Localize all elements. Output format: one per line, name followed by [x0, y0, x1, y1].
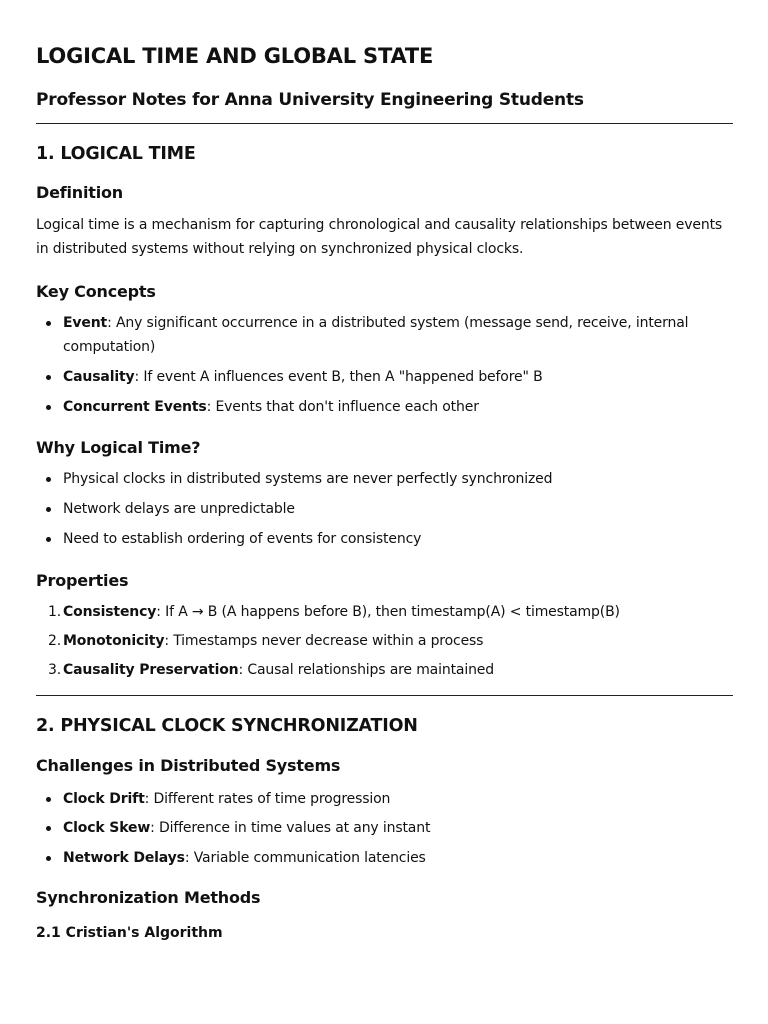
description: : Variable communication latencies: [184, 850, 426, 866]
description: : Timestamps never decrease within a process: [164, 633, 484, 649]
bullet-icon: [46, 826, 51, 831]
properties-heading: Properties: [36, 571, 129, 590]
list-item: [36, 787, 726, 811]
header-divider: [36, 123, 733, 124]
description: : Different rates of time progression: [144, 791, 391, 807]
term: Network Delays: [63, 850, 185, 866]
term: Clock Drift: [63, 791, 145, 807]
key-concepts-heading: Key Concepts: [36, 282, 156, 301]
document-title: LOGICAL TIME AND GLOBAL STATE: [36, 44, 434, 68]
description: : Causal relationships are maintained: [238, 662, 495, 678]
bullet-icon: [46, 477, 51, 482]
list-item: [36, 311, 726, 359]
item-number: 2.: [48, 633, 62, 649]
item-text: Need to establish ordering of events for consistency: [63, 531, 422, 547]
list-item: [36, 395, 726, 419]
properties-list: [36, 600, 726, 682]
term: Monotonicity: [63, 633, 165, 649]
description: : Events that don't influence each other: [206, 399, 479, 415]
item-number: 3.: [48, 662, 62, 678]
description: : Any significant occurrence in a distributed system (message send, receive, internal computation): [63, 315, 689, 355]
item-number: 1.: [48, 604, 62, 620]
list-item: [36, 846, 726, 870]
section-2-heading: 2. PHYSICAL CLOCK SYNCHRONIZATION: [36, 716, 418, 736]
list-item: [36, 497, 726, 521]
list-item: [36, 467, 726, 491]
why-logical-time-heading: Why Logical Time?: [36, 438, 201, 457]
term: Clock Skew: [63, 820, 151, 836]
bullet-icon: [46, 507, 51, 512]
description: : If event A influences event B, then A "happened before" B: [134, 369, 543, 385]
bullet-icon: [46, 856, 51, 861]
section-1-heading: 1. LOGICAL TIME: [36, 144, 196, 164]
document-subtitle: Professor Notes for Anna University Engineering Students: [36, 90, 584, 110]
term: Consistency: [63, 604, 157, 620]
why-logical-time-list: [36, 467, 726, 551]
bullet-icon: [46, 375, 51, 380]
bullet-icon: [46, 405, 51, 410]
description: : Difference in time values at any instant: [150, 820, 431, 836]
list-item: [36, 629, 726, 653]
item-text: Physical clocks in distributed systems are never perfectly synchronized: [63, 471, 553, 487]
cristians-algorithm-heading: 2.1 Cristian's Algorithm: [36, 925, 223, 941]
item-text: Network delays are unpredictable: [63, 501, 295, 517]
description: : If A → B (A happens before B), then timestamp(A) < timestamp(B): [156, 604, 620, 620]
key-concepts-list: [36, 311, 726, 419]
challenges-heading: Challenges in Distributed Systems: [36, 756, 341, 775]
term: Causality: [63, 369, 135, 385]
list-item: [36, 600, 726, 624]
bullet-icon: [46, 321, 51, 326]
list-item: [36, 658, 726, 682]
definition-text: Logical time is a mechanism for capturing chronological and causality relationships between events in distributed systems without relying on synchronized physical clocks.: [36, 217, 723, 257]
term: Causality Preservation: [63, 662, 239, 678]
list-item: [36, 816, 726, 840]
sync-methods-heading: Synchronization Methods: [36, 888, 261, 907]
bullet-icon: [46, 797, 51, 802]
term: Concurrent Events: [63, 399, 207, 415]
definition-heading: Definition: [36, 183, 123, 202]
section-divider: [36, 695, 733, 696]
challenges-list: [36, 787, 726, 870]
list-item: [36, 527, 726, 551]
list-item: [36, 365, 726, 389]
term: Event: [63, 315, 108, 331]
bullet-icon: [46, 537, 51, 542]
